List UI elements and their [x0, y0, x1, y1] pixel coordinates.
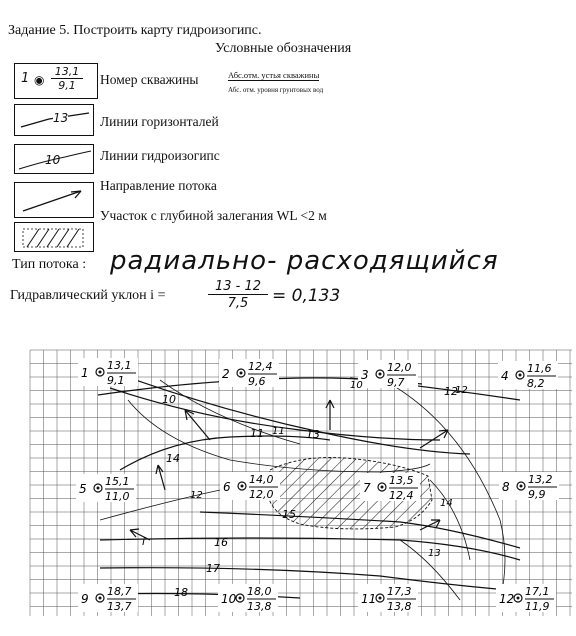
- contour-label: 14: [166, 452, 180, 465]
- legend-flow-label: Направление потока: [100, 178, 217, 193]
- well-5: [76, 474, 136, 503]
- well-10: [218, 584, 278, 613]
- well-top-elevation: 15,1: [105, 475, 130, 488]
- well-9: [78, 584, 138, 613]
- well-top-elevation: 11,6: [527, 362, 552, 375]
- legend-hydro-label: Линии гидроизогипс: [100, 148, 220, 163]
- well-11: [358, 584, 418, 613]
- slope-result: = 0,133: [272, 286, 341, 306]
- slope-numerator: 13 - 12: [208, 280, 268, 295]
- well-top-elevation: 14,0: [249, 473, 274, 486]
- legend-well-note-top: Абс.отм. устья скважины: [228, 70, 320, 80]
- hydro-label: 11: [272, 426, 285, 437]
- well-number: 9: [81, 592, 89, 606]
- well-top-elevation: 18,0: [247, 585, 272, 598]
- well-water-level: 11,0: [105, 490, 130, 503]
- well-symbol-icon: ◉: [34, 73, 45, 87]
- well-top-elevation: 13,5: [389, 474, 414, 487]
- well-number: 7: [363, 481, 371, 495]
- well-4: [498, 361, 558, 390]
- flow-type-label: Тип потока :: [12, 257, 87, 272]
- legend-well-note-bottom: Абс. отм. уровня грунтовых вод: [228, 86, 324, 94]
- hydro-label: 13: [428, 548, 441, 559]
- well-number: 5: [79, 482, 87, 496]
- hydro-label: 12: [190, 490, 203, 501]
- well-6: [220, 472, 280, 501]
- hydro-label: 14: [440, 498, 453, 509]
- flow-marker: i: [142, 535, 146, 548]
- well-water-level: 11,9: [525, 600, 550, 613]
- well-water-level: 13,8: [387, 600, 412, 613]
- contour-line-17: [100, 568, 508, 590]
- well-water-level: 12,4: [389, 489, 414, 502]
- well-2: [219, 359, 279, 388]
- slope-label: Гидравлический уклон i =: [10, 288, 166, 303]
- legend-contour-sample: 13: [53, 111, 69, 125]
- legend-title: Условные обозначения: [215, 41, 352, 56]
- legend-hydro-sample: 10: [45, 153, 61, 167]
- legend-well-bottom: 9,1: [58, 79, 76, 92]
- slope-denominator: 7,5: [227, 296, 249, 311]
- well-12: [496, 584, 556, 613]
- well-water-level: 9,1: [107, 374, 125, 387]
- contour-label: 13: [306, 428, 320, 441]
- contour-line-16: [100, 538, 520, 560]
- well-8: [499, 472, 559, 501]
- task-title: Задание 5. Построить карту гидроизогипс.: [8, 23, 262, 38]
- flow-type-value: радиально- расходящийся: [110, 246, 499, 276]
- well-top-elevation: 12,4: [248, 360, 273, 373]
- well-number: 12: [499, 592, 515, 606]
- hydro-label: 10: [350, 380, 363, 391]
- well-7: [360, 473, 420, 502]
- well-number: 8: [502, 480, 510, 494]
- legend-zone-label: Участок с глубиной залегания WL <2 м: [100, 208, 327, 223]
- well-number: 2: [222, 367, 230, 381]
- legend-well-label: Номер скважины: [100, 72, 199, 87]
- well-water-level: 9,7: [387, 376, 405, 389]
- contour-label: 11: [250, 427, 264, 440]
- well-number: 11: [361, 592, 377, 606]
- well-1: [78, 358, 138, 387]
- well-number: 6: [223, 480, 231, 494]
- well-water-level: 9,9: [528, 488, 546, 501]
- well-3: [358, 360, 418, 389]
- well-water-level: 13,8: [247, 600, 272, 613]
- well-number: 3: [361, 368, 369, 382]
- legend-well-id: 1: [21, 71, 30, 86]
- contour-label: 15: [282, 508, 296, 521]
- well-top-elevation: 12,0: [387, 361, 412, 374]
- hydro-label: 12: [455, 385, 468, 396]
- contour-label: 16: [214, 536, 228, 549]
- well-top-elevation: 18,7: [107, 585, 132, 598]
- well-top-elevation: 13,2: [528, 473, 553, 486]
- contour-label: 10: [162, 393, 176, 406]
- well-top-elevation: 13,1: [107, 359, 132, 372]
- well-number: 1: [81, 366, 89, 380]
- contour-label: 17: [206, 562, 220, 575]
- well-water-level: 12,0: [249, 488, 274, 501]
- contour-label: 12: [444, 385, 458, 398]
- well-number: 4: [501, 369, 509, 383]
- well-number: 10: [221, 592, 237, 606]
- well-top-elevation: 17,1: [525, 585, 550, 598]
- well-water-level: 9,6: [248, 375, 266, 388]
- contour-label: 18: [174, 586, 188, 599]
- well-top-elevation: 17,3: [387, 585, 412, 598]
- well-water-level: 13,7: [107, 600, 132, 613]
- legend-contour-label: Линии горизонталей: [100, 114, 219, 129]
- legend-well-top: 13,1: [51, 66, 83, 79]
- well-water-level: 8,2: [527, 377, 545, 390]
